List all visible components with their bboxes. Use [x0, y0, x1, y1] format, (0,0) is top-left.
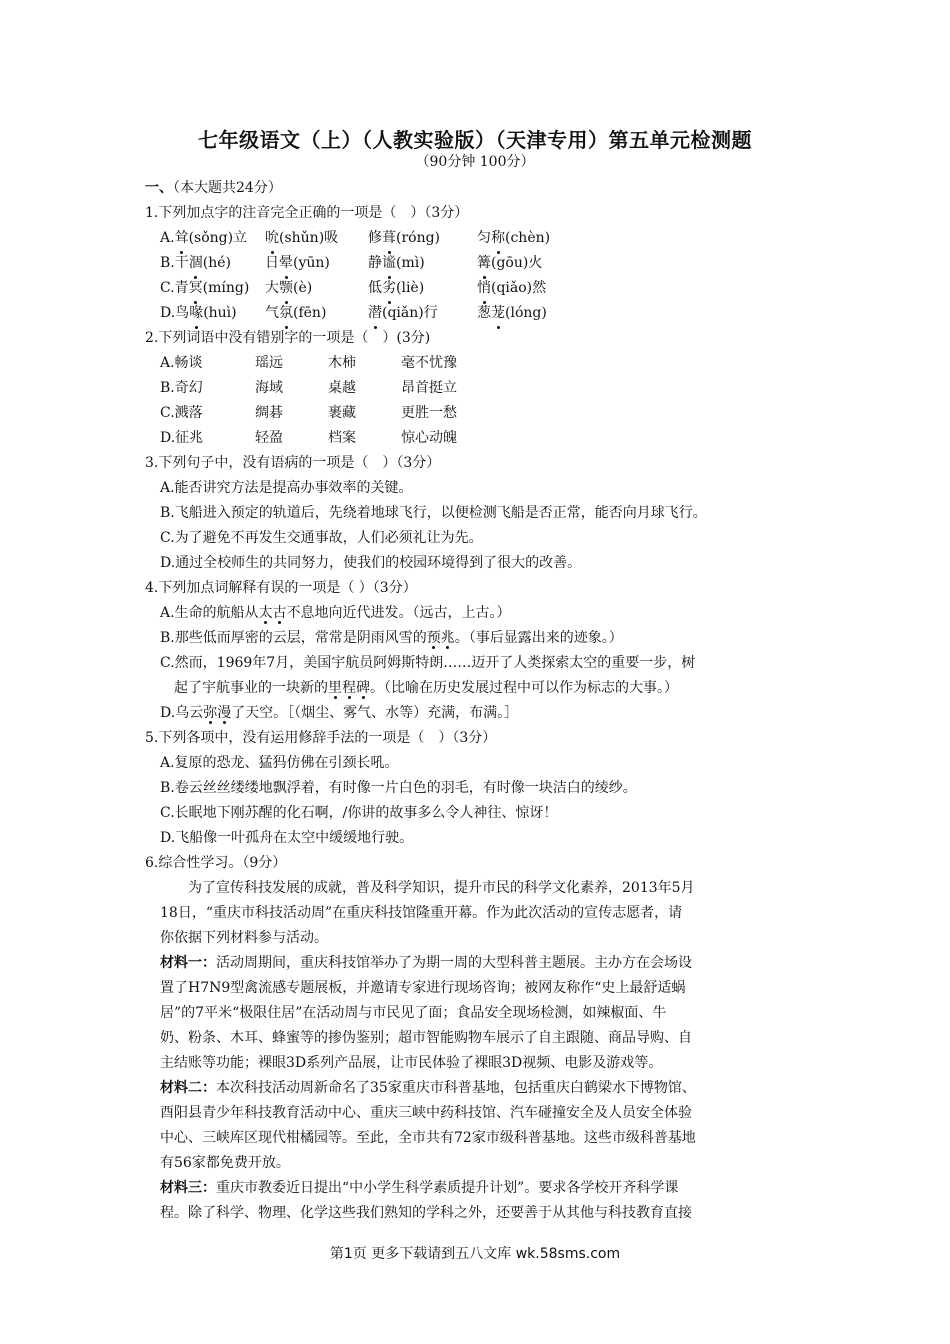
dotted-char: 氛: [279, 301, 293, 326]
word-item: 木柿: [328, 355, 356, 371]
pinyin-item: C.青冥(míng): [160, 276, 265, 301]
word-item: 轻盈: [255, 430, 283, 446]
question-5-option-a: A.复原的恐龙、猛犸仿佛在引颈长吼。: [160, 755, 399, 771]
material-2-line: 材料二：本次科技活动周新命名了35家重庆市科普基地，包括重庆白鹤梁水下博物馆、: [160, 1080, 696, 1096]
question-1-options: [145, 226, 815, 326]
dotted-char: 茏: [491, 301, 505, 326]
word-item: 海域: [255, 380, 283, 396]
paragraph-line: 有56家都免费开放。: [160, 1155, 290, 1171]
dotted-word: [328, 680, 370, 696]
word-item: A.畅谈: [160, 355, 203, 371]
dotted-char: 谧: [382, 251, 396, 276]
pinyin-item: D.鸟喙(huì): [160, 301, 265, 326]
question-5-option-b: B.卷云丝丝缕缕地飘浮着，有时像一片白色的羽毛，有时像一块洁白的绫纱。: [160, 780, 637, 796]
dotted-char: 漫: [217, 705, 232, 721]
paragraph-line: 奶、粉条、木耳、蜂蜜等的掺伪鉴别；超市智能购物车展示了自主跟随、商品导购、自: [160, 1030, 692, 1046]
material-1-line: 材料一：活动周期间，重庆科技馆举办了为期一周的大型科普主题展。主办方在会场设: [160, 955, 692, 971]
question-3-option-c: C.为了避免不再发生交通事故，人们必须礼让为先。: [160, 530, 483, 546]
word-item: 绸碁: [255, 405, 283, 421]
word-item: C.溅落: [160, 405, 203, 421]
question-5-stem: 5.下列各项中，没有运用修辞手法的一项是（ ）（3分）: [145, 730, 497, 746]
question-4-option-c-cont: 起了宇航事业的一块新的里程碑。（比喻在历史发展过程中可以作为标志的大事。）: [174, 680, 678, 696]
section-heading: 一、（本大题共24分）: [145, 180, 282, 196]
pinyin-item: B.干涸(hé): [160, 251, 265, 276]
dotted-char: 篝: [477, 251, 491, 276]
question-1-option-row: [145, 276, 815, 301]
question-4-option-b: B.那些低而厚密的云层，常常是阴雨风雪的预兆。（事后显露出来的迹象。）: [160, 630, 623, 646]
dotted-char: 称: [491, 226, 505, 251]
dotted-char: 涸: [189, 251, 203, 276]
paragraph-line: 为了宣传科技发展的成就，普及科学知识，提升市民的科学文化素养，2013年5月: [188, 880, 695, 896]
dotted-char: 程: [342, 680, 356, 696]
page-subtitle: （90分钟 100分）: [415, 154, 535, 170]
question-4-option-d: D.乌云弥漫了天空。［（烟尘、雾气、水等）充满，布满。］: [160, 705, 519, 721]
pinyin-item: 葱茏(lóng): [477, 301, 607, 326]
document-body: [145, 176, 815, 1226]
dotted-char: 耸: [175, 226, 189, 251]
question-5-option-d: D.飞船像一叶孤舟在太空中缓缓地行驶。: [160, 830, 414, 846]
dotted-char: 里: [328, 680, 342, 696]
dotted-word: [203, 705, 231, 721]
word-item: 更胜一愁: [401, 405, 457, 421]
material-2-label: 材料二：: [160, 1080, 216, 1096]
question-4-option-c: C.然而，1969年7月，美国宇航员阿姆斯特朗……迈开了人类探索太空的重要一步，树: [160, 655, 696, 671]
question-4-option-a: A.生命的航船从太古不息地向近代进发。（远古，上古。）: [160, 605, 511, 621]
dotted-char: 弥: [203, 705, 218, 721]
material-3-label: 材料三：: [160, 1180, 216, 1196]
dotted-char: 兆: [440, 630, 455, 646]
pinyin-item: 匀称(chèn): [477, 226, 607, 251]
pinyin-item: 篝(gōu)火: [477, 251, 607, 276]
pinyin-item: 吮(shǔn)吸: [265, 226, 368, 251]
dotted-char: 葺: [382, 226, 396, 251]
word-item: B.奇幻: [160, 380, 203, 396]
material-1-label: 材料一：: [160, 955, 216, 971]
paragraph-line: 18日，“重庆市科技活动周”在重庆科技馆隆重开幕。作为此次活动的宣传志愿者，请: [160, 905, 683, 921]
question-1-option-row: [145, 251, 815, 276]
pinyin-item: 悄(qiǎo)然: [477, 276, 607, 301]
word-item: 瑶远: [255, 355, 283, 371]
question-1-option-row: [145, 226, 815, 251]
question-2-options: [145, 351, 815, 451]
dotted-char: 劣: [382, 276, 396, 301]
dotted-char: 悄: [477, 276, 491, 301]
question-2-option-row: [145, 376, 815, 401]
pinyin-item: 修葺(róng): [368, 226, 477, 251]
question-4-stem: 4.下列加点词解释有误的一项是（ ）（3分）: [145, 580, 417, 596]
pinyin-item: 低劣(liè): [368, 276, 477, 301]
dotted-char: 冥: [189, 276, 203, 301]
question-1-option-row: [145, 301, 815, 326]
word-item: 惊心动魄: [401, 430, 457, 446]
dotted-char: 碑: [356, 680, 370, 696]
question-1-stem: 1.下列加点字的注音完全正确的一项是（ ）（3分）: [145, 205, 469, 221]
material-3-line: 材料三：重庆市教委近日提出“中小学生科学素质提升计划”。要求各学校开齐科学课: [160, 1180, 679, 1196]
question-3-option-a: A.能否讲究方法是提高办事效率的关键。: [160, 480, 413, 496]
dotted-char: 太: [258, 605, 273, 621]
question-6-stem: 6.综合性学习。（9分）: [145, 855, 287, 871]
word-item: 毫不忧豫: [401, 355, 457, 371]
paragraph-line: 中心、三峡库区现代柑橘园等。至此，全市共有72家市级科普基地。这些市级科普基地: [160, 1130, 696, 1146]
page-footer: 第1页 更多下载请到五八文库 wk.58sms.com: [329, 1246, 621, 1262]
dotted-word: [259, 605, 287, 621]
dotted-word: [427, 630, 455, 646]
question-3-stem: 3.下列句子中，没有语病的一项是（ ）（3分）: [145, 455, 441, 471]
paragraph-line: 置了H7N9型禽流感专题展板，并邀请专家进行现场咨询；被网友称作“史上最舒适蜗: [160, 980, 686, 996]
pinyin-item: 气氛(fēn): [265, 301, 368, 326]
question-2-option-row: [145, 351, 815, 376]
word-item: D.征兆: [160, 430, 204, 446]
word-item: 昂首挺立: [401, 380, 457, 396]
pinyin-item: 日晕(yūn): [265, 251, 368, 276]
dotted-char: 预: [426, 630, 441, 646]
dotted-char: 吮: [265, 226, 279, 251]
pinyin-item: 潜(qiǎn)行: [368, 301, 477, 326]
dotted-char: 潜: [368, 301, 382, 326]
paragraph-line: 主结账等功能；裸眼3D系列产品展，让市民体验了裸眼3D视频、电影及游戏等。: [160, 1055, 663, 1071]
paragraph-line: 居”的7平米“极限住居”在活动周与市民见了面；食品安全现场检测，如辣椒面、牛: [160, 1005, 667, 1021]
dotted-char: 喙: [189, 301, 203, 326]
question-2-option-row: [145, 426, 815, 451]
word-item: 桌越: [328, 380, 356, 396]
pinyin-item: 静谧(mì): [368, 251, 477, 276]
pinyin-item: A.耸(sǒng)立: [160, 226, 265, 251]
question-2-stem: 2.下列词语中没有错别字的一项是（ ）(3分): [145, 330, 431, 346]
pinyin-item: 大颚(è): [265, 276, 368, 301]
dotted-char: 古: [272, 605, 287, 621]
question-5-option-c: C.长眠地下刚苏醒的化石啊，/你讲的故事多么令人神往、惊讶！: [160, 805, 558, 821]
paragraph-line: 程。除了科学、物理、化学这些我们熟知的学科之外，还要善于从其他与科技教育直接: [160, 1205, 692, 1221]
dotted-char: 晕: [279, 251, 293, 276]
question-2-option-row: [145, 401, 815, 426]
question-3-option-d: D.通过全校师生的共同努力，使我们的校园环境得到了很大的改善。: [160, 555, 582, 571]
dotted-char: 颚: [279, 276, 293, 301]
word-item: 裹藏: [328, 405, 356, 421]
page-title: 七年级语文（上）（人教实验版）（天津专用）第五单元检测题: [198, 128, 752, 152]
word-item: 档案: [328, 430, 356, 446]
question-3-option-b: B.飞船进入预定的轨道后，先绕着地球飞行，以便检测飞船是否正常，能否向月球飞行。: [160, 505, 707, 521]
paragraph-line: 你依据下列材料参与活动。: [160, 930, 328, 946]
paragraph-line: 酉阳县青少年科技教育活动中心、重庆三峡中药科技馆、汽车碰撞安全及人员安全体验: [160, 1105, 692, 1121]
